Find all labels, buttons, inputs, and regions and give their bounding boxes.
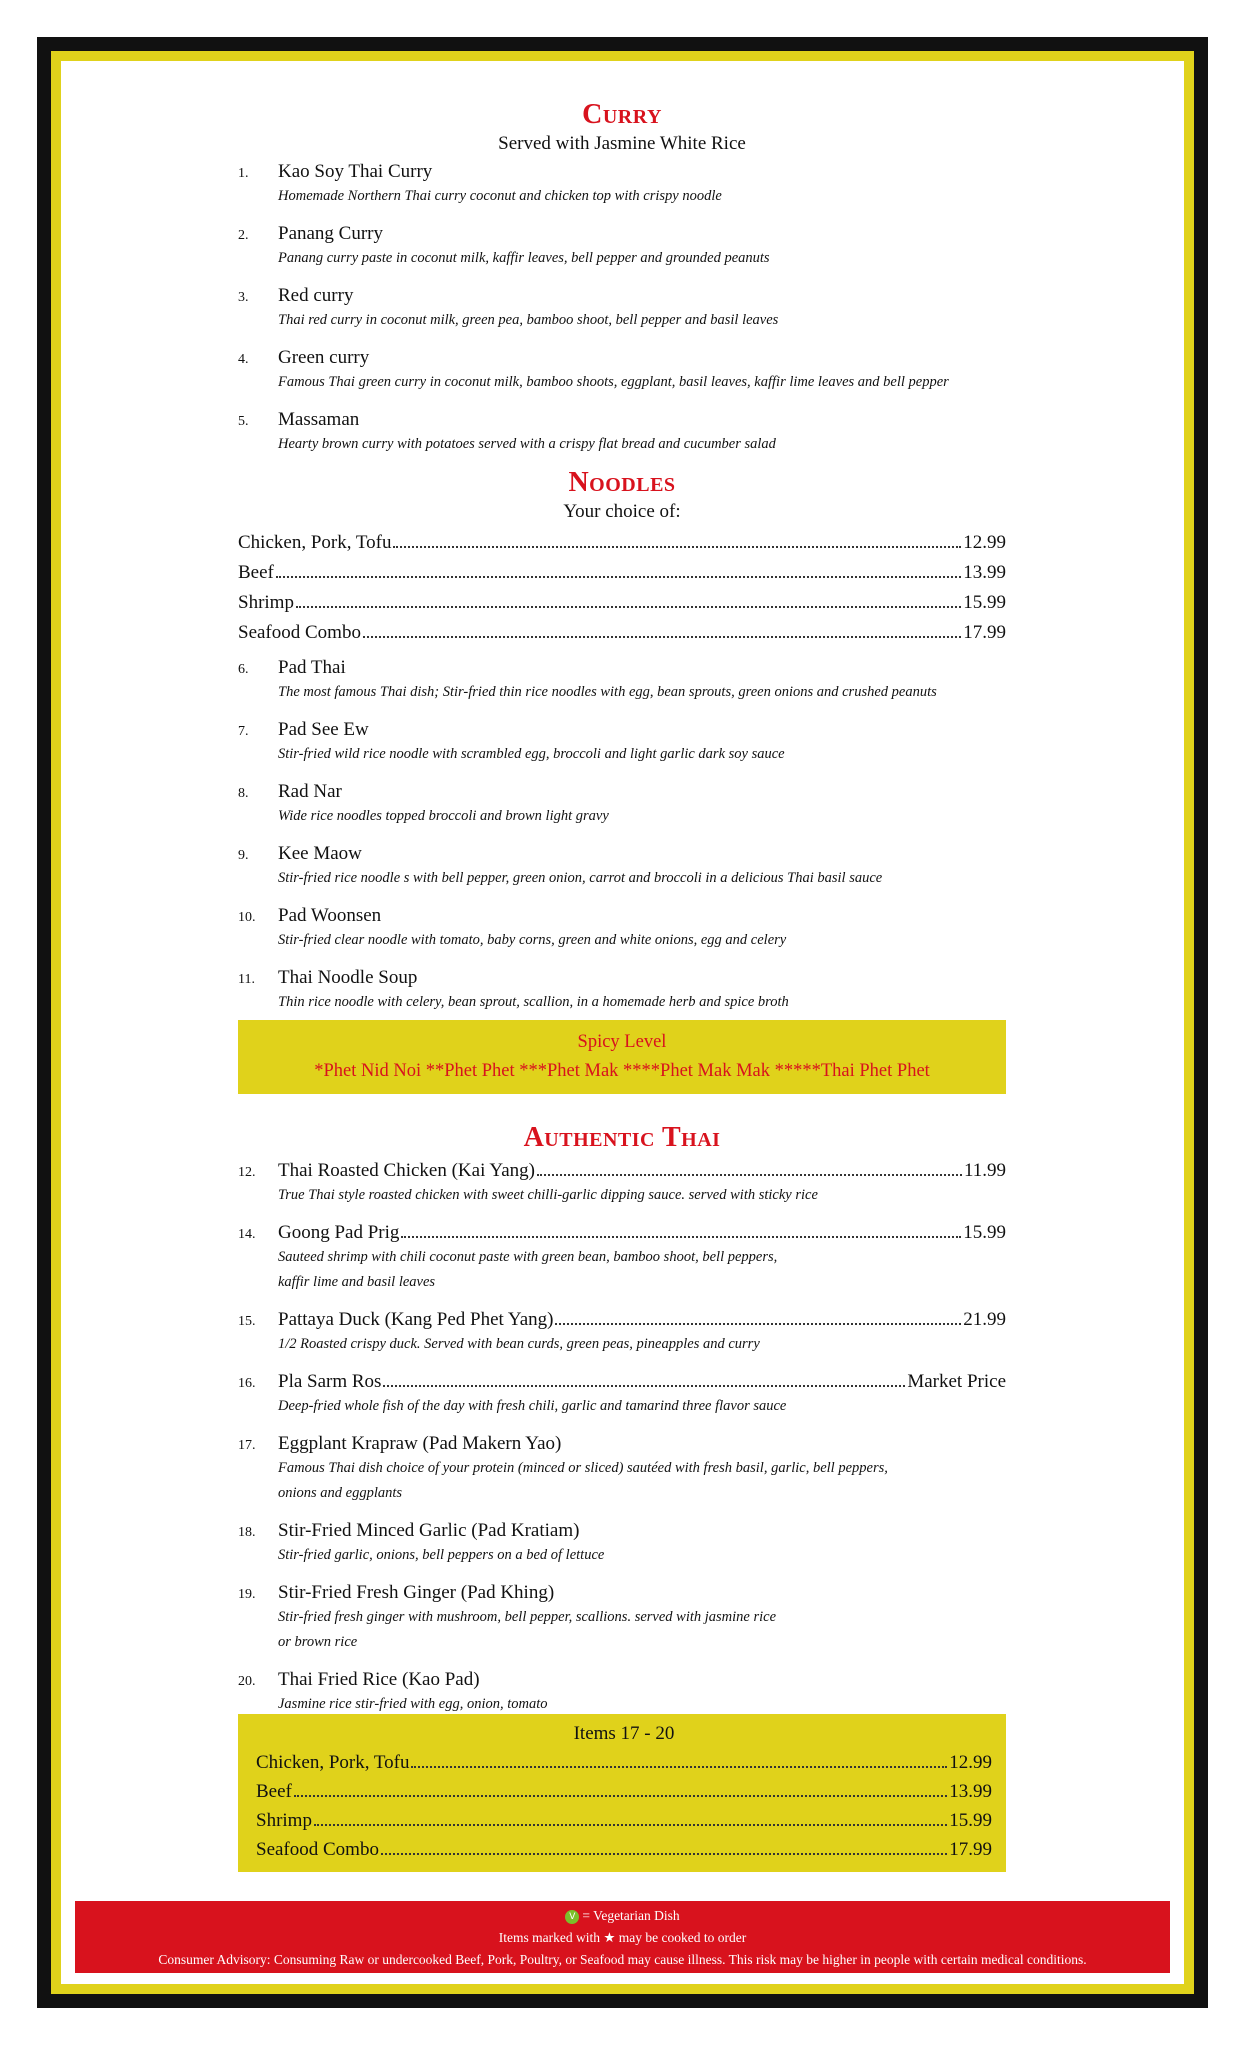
price-value: 12.99 <box>949 1752 992 1773</box>
item-name: Massaman <box>278 409 360 430</box>
price-value: 15.99 <box>963 592 1006 613</box>
item-name: Stir-Fried Fresh Ginger (Pad Khing) <box>278 1582 555 1603</box>
item-description: Sauteed shrimp with chili coconut paste with green bean, bamboo shoot, bell peppers, <box>278 1249 778 1265</box>
item-name-row <box>278 1581 1006 1605</box>
menu-item <box>238 1159 1006 1208</box>
spicy-level-title: Spicy Level <box>577 1032 667 1052</box>
dot-leader <box>276 576 961 578</box>
price-value: 17.99 <box>949 1839 992 1860</box>
item-description: Famous Thai green curry in coconut milk, bamboo shoots, eggplant, basil leaves, kaffir lime leaves and bell pepper <box>278 374 949 390</box>
cooked-to-order-note: Items marked with ★ may be cooked to order <box>498 1930 747 1945</box>
item-number: 17. <box>238 1438 256 1453</box>
price-label: Chicken, Pork, Tofu <box>256 1752 410 1773</box>
menu-item <box>238 408 1006 457</box>
price-label: Seafood Combo <box>238 622 361 643</box>
item-name-row <box>278 1308 1006 1332</box>
item-description: Homemade Northern Thai curry coconut and chicken top with crispy noodle <box>278 188 722 204</box>
menu-item <box>238 160 1006 209</box>
item-name-row <box>278 346 1006 370</box>
item-number: 12. <box>238 1165 256 1180</box>
item-description: Panang curry paste in coconut milk, kaffir leaves, bell pepper and grounded peanuts <box>278 250 770 266</box>
curry-section <box>238 98 1006 470</box>
item-name: Panang Curry <box>278 223 384 244</box>
dot-leader <box>401 1236 961 1238</box>
noodles-price-list <box>238 528 1006 648</box>
noodles-subtitle: Your choice of: <box>563 501 681 522</box>
item-number: 2. <box>238 228 249 243</box>
price-row <box>256 1835 992 1864</box>
item-name-row <box>278 1159 1006 1183</box>
noodles-list <box>238 656 1006 1015</box>
price-row <box>256 1748 992 1777</box>
menu-item <box>238 1221 1006 1295</box>
item-description: Stir-fried wild rice noodle with scrambled egg, broccoli and light garlic dark soy sauce <box>278 746 785 762</box>
dot-leader <box>296 606 961 608</box>
spicy-level-box <box>238 1020 1006 1094</box>
price-label: Seafood Combo <box>256 1839 379 1860</box>
item-name-row <box>278 718 1006 742</box>
item-number: 6. <box>238 662 249 677</box>
authentic-thai-section <box>238 1121 1006 1730</box>
menu-item <box>238 1308 1006 1357</box>
consumer-advisory: Consumer Advisory: Consuming Raw or undercooked Beef, Pork, Poultry, or Seafood may cause illness. This risk may be higher in people with certain medical conditions. <box>158 1952 1087 1967</box>
price-row <box>256 1806 992 1835</box>
item-name: Pad See Ew <box>278 719 369 740</box>
price-value: 12.99 <box>963 532 1006 553</box>
combo-price-box <box>238 1714 1006 1872</box>
item-name: Thai Fried Rice (Kao Pad) <box>278 1669 480 1690</box>
item-name-row <box>278 966 1006 990</box>
item-number: 5. <box>238 414 249 429</box>
menu-item <box>238 966 1006 1015</box>
price-label: Beef <box>238 562 274 583</box>
item-name: Thai Noodle Soup <box>278 967 418 988</box>
curry-list <box>238 160 1006 457</box>
menu-item <box>238 1581 1006 1655</box>
item-number: 18. <box>238 1525 256 1540</box>
curry-title: Curry <box>582 99 662 130</box>
item-name: Goong Pad Prig <box>278 1222 400 1243</box>
item-name-row <box>278 1432 1006 1456</box>
item-name-row <box>278 842 1006 866</box>
item-name: Thai Roasted Chicken (Kai Yang) <box>278 1160 535 1181</box>
vegetarian-legend <box>75 1905 1170 1927</box>
item-price: 11.99 <box>963 1160 1006 1181</box>
menu-item <box>238 1370 1006 1419</box>
item-number: 8. <box>238 786 249 801</box>
item-description: Stir-fried clear noodle with tomato, baby corns, green and white onions, egg and celery <box>278 932 787 948</box>
item-number: 3. <box>238 290 249 305</box>
item-description: Hearty brown curry with potatoes served with a crispy flat bread and cucumber salad <box>278 436 776 452</box>
combo-title: Items 17 - 20 <box>573 1723 675 1744</box>
item-name-row <box>278 904 1006 928</box>
menu-item <box>238 284 1006 333</box>
item-name: Rad Nar <box>278 781 342 802</box>
menu-item <box>238 222 1006 271</box>
item-name: Kee Maow <box>278 843 362 864</box>
item-name: Kao Soy Thai Curry <box>278 161 433 182</box>
spicy-level-scale: *Phet Nid Noi **Phet Phet ***Phet Mak ****Phet Mak Mak *****Thai Phet Phet <box>314 1061 930 1081</box>
item-number: 10. <box>238 910 256 925</box>
item-name-row <box>278 284 1006 308</box>
item-name-row <box>278 1221 1006 1245</box>
curry-subtitle: Served with Jasmine White Rice <box>498 133 746 154</box>
combo-section <box>238 1714 1006 1872</box>
item-number: 11. <box>238 972 255 987</box>
price-label: Shrimp <box>238 592 294 613</box>
price-value: 17.99 <box>963 622 1006 643</box>
item-description: Stir-fried fresh ginger with mushroom, bell pepper, scallions. served with jasmine rice <box>278 1609 777 1625</box>
menu-item <box>238 718 1006 767</box>
dot-leader <box>381 1853 947 1855</box>
price-value: 13.99 <box>949 1781 992 1802</box>
dot-leader <box>314 1824 947 1826</box>
item-description: 1/2 Roasted crispy duck. Served with bean curds, green peas, pineapples and curry <box>278 1336 760 1352</box>
item-description: Stir-fried rice noodle s with bell pepper, green onion, carrot and broccoli in a delicious Thai basil sauce <box>278 870 883 886</box>
item-description: kaffir lime and basil leaves <box>278 1274 436 1290</box>
price-row <box>238 558 1006 588</box>
dot-leader <box>555 1323 961 1325</box>
menu-item <box>238 1432 1006 1506</box>
combo-price-list <box>256 1748 992 1864</box>
dot-leader <box>393 546 961 548</box>
noodles-section <box>238 466 1006 1028</box>
vegetarian-icon: V <box>565 1910 579 1924</box>
item-number: 20. <box>238 1674 256 1689</box>
item-name-row <box>278 1370 1006 1394</box>
item-name: Pad Woonsen <box>278 905 382 926</box>
item-name: Red curry <box>278 285 354 306</box>
item-description: onions and eggplants <box>278 1485 403 1501</box>
dot-leader <box>363 636 961 638</box>
item-name: Pattaya Duck (Kang Ped Phet Yang) <box>278 1309 554 1330</box>
item-price: Market Price <box>907 1371 1006 1392</box>
footer-advisory <box>75 1901 1170 1973</box>
item-number: 9. <box>238 848 249 863</box>
item-number: 14. <box>238 1227 256 1242</box>
item-number: 16. <box>238 1376 256 1391</box>
item-name: Stir-Fried Minced Garlic (Pad Kratiam) <box>278 1520 580 1541</box>
price-label: Chicken, Pork, Tofu <box>238 532 392 553</box>
menu-item <box>238 842 1006 891</box>
item-name-row <box>278 408 1006 432</box>
item-description: The most famous Thai dish; Stir-fried thin rice noodles with egg, bean sprouts, green onions and crushed peanuts <box>278 684 937 700</box>
authentic-thai-title: Authentic Thai <box>523 1122 721 1153</box>
dot-leader <box>411 1766 947 1768</box>
item-description: Deep-fried whole fish of the day with fresh chili, garlic and tamarind three flavor sauce <box>278 1398 787 1414</box>
price-label: Beef <box>256 1781 292 1802</box>
item-name: Pla Sarm Ros <box>278 1371 382 1392</box>
item-name: Eggplant Krapraw (Pad Makern Yao) <box>278 1433 562 1454</box>
authentic-thai-list <box>238 1159 1006 1717</box>
item-number: 4. <box>238 352 249 367</box>
item-name-row <box>278 160 1006 184</box>
price-row <box>238 528 1006 558</box>
item-name: Pad Thai <box>278 657 346 678</box>
item-description: Thai red curry in coconut milk, green pea, bamboo shoot, bell pepper and basil leaves <box>278 312 779 328</box>
menu-item <box>238 656 1006 705</box>
price-row <box>238 618 1006 648</box>
noodles-title: Noodles <box>568 467 676 498</box>
price-label: Shrimp <box>256 1810 312 1831</box>
price-row <box>238 588 1006 618</box>
menu-item <box>238 904 1006 953</box>
item-number: 15. <box>238 1314 256 1329</box>
item-name: Green curry <box>278 347 370 368</box>
dot-leader <box>383 1385 905 1387</box>
item-name-row <box>278 222 1006 246</box>
menu-item <box>238 1668 1006 1717</box>
item-description: Stir-fried garlic, onions, bell peppers on a bed of lettuce <box>278 1547 605 1563</box>
item-price: 21.99 <box>963 1309 1006 1330</box>
item-name-row <box>278 780 1006 804</box>
item-number: 7. <box>238 724 249 739</box>
menu-item <box>238 346 1006 395</box>
item-description: Thin rice noodle with celery, bean sprout, scallion, in a homemade herb and spice broth <box>278 994 789 1010</box>
item-description: or brown rice <box>278 1634 358 1650</box>
vegetarian-label: = Vegetarian Dish <box>582 1908 680 1923</box>
item-number: 19. <box>238 1587 256 1602</box>
item-name-row <box>278 656 1006 680</box>
item-description: Wide rice noodles topped broccoli and brown light gravy <box>278 808 609 824</box>
menu-item <box>238 1519 1006 1568</box>
dot-leader <box>294 1795 947 1797</box>
dot-leader <box>537 1174 962 1176</box>
price-value: 15.99 <box>949 1810 992 1831</box>
item-description: True Thai style roasted chicken with sweet chilli-garlic dipping sauce. served with sticky rice <box>278 1187 818 1203</box>
price-value: 13.99 <box>963 562 1006 583</box>
item-number: 1. <box>238 166 249 181</box>
price-row <box>256 1777 992 1806</box>
item-description: Famous Thai dish choice of your protein (minced or sliced) sautéed with fresh basil, garlic, bell peppers, <box>278 1460 888 1476</box>
menu-item <box>238 780 1006 829</box>
item-name-row <box>278 1519 1006 1543</box>
item-price: 15.99 <box>963 1222 1006 1243</box>
item-description: Jasmine rice stir-fried with egg, onion, tomato <box>278 1696 548 1712</box>
spicy-section <box>238 1020 1006 1094</box>
item-name-row <box>278 1668 1006 1692</box>
